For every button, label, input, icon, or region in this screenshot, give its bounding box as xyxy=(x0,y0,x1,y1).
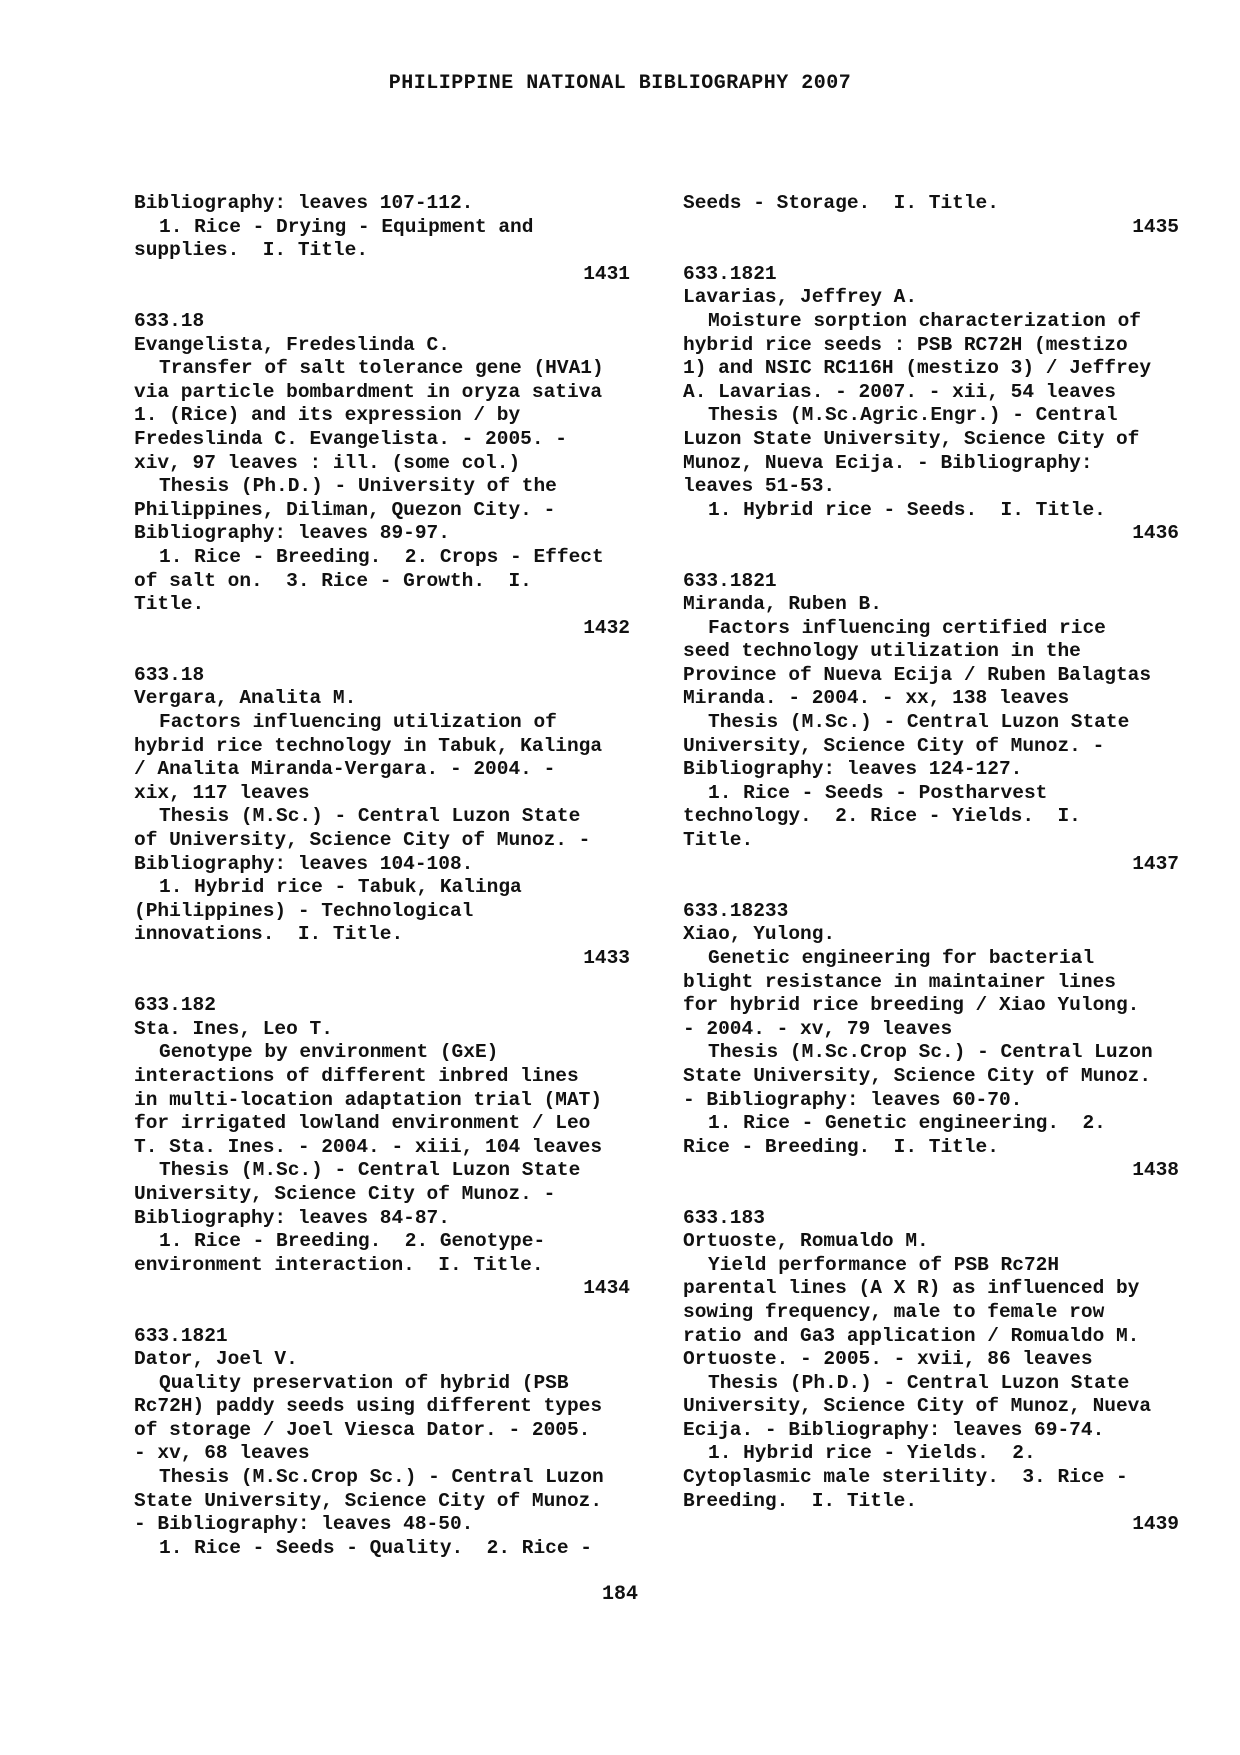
entry-line: 1. Hybrid rice - Seeds. I. Title. xyxy=(708,498,1106,521)
entry-line: University, Science City of Munoz. - xyxy=(134,1182,556,1205)
entry-line: Thesis (Ph.D.) - University of the xyxy=(159,475,557,498)
entry-line: State University, Science City of Munoz. xyxy=(134,1489,603,1512)
entry-line: Lavarias, Jeffrey A. xyxy=(683,286,918,309)
entry-line: 1. Rice - Seeds - Postharvest xyxy=(708,781,1048,804)
entry-line: blight resistance in maintainer lines xyxy=(683,970,1116,993)
entry-line: 1. Rice - Drying - Equipment and xyxy=(159,215,534,238)
entry-line: Rice - Breeding. I. Title. xyxy=(683,1135,999,1158)
entry-line: - Bibliography: leaves 60-70. xyxy=(683,1088,1023,1111)
entry-line: sowing frequency, male to female row xyxy=(683,1300,1105,1323)
entry-line: (Philippines) - Technological xyxy=(134,899,474,922)
entry-line: Factors influencing certified rice xyxy=(708,616,1106,639)
entry-line: - 2004. - xv, 79 leaves xyxy=(683,1017,953,1040)
entry-gap xyxy=(134,640,630,664)
entry-line: Ortuoste, Romualdo M. xyxy=(683,1230,929,1253)
running-head: PHILIPPINE NATIONAL BIBLIOGRAPHY 2007 xyxy=(388,72,852,95)
entry-line: interactions of different inbred lines xyxy=(134,1064,579,1087)
entry-line: xiv, 97 leaves : ill. (some col.) xyxy=(134,451,521,474)
entry-line: Miranda. - 2004. - xx, 138 leaves xyxy=(683,687,1070,710)
entry-line: Yield performance of PSB Rc72H xyxy=(708,1253,1060,1276)
entry-line: Thesis (M.Sc.) - Central Luzon State xyxy=(708,711,1130,734)
entry-gap xyxy=(683,1183,1179,1207)
entry-line: 1. Rice - Seeds - Quality. 2. Rice - xyxy=(159,1536,592,1559)
entry-line: 633.183 xyxy=(683,1206,765,1229)
entry-gap xyxy=(134,286,630,310)
entry-line: Dator, Joel V. xyxy=(134,1348,298,1371)
entry-line: 1. Rice - Breeding. 2. Genotype- xyxy=(159,1230,546,1253)
entry-line: Munoz, Nueva Ecija. - Bibliography: xyxy=(683,451,1093,474)
entry-line: Bibliography: leaves 89-97. xyxy=(134,522,450,545)
page-number: 184 xyxy=(601,1583,638,1606)
entry-number: 1431 xyxy=(583,262,630,285)
entry-number: 1436 xyxy=(1132,522,1179,545)
entry-line: 633.18233 xyxy=(683,899,789,922)
entry-line: / Analita Miranda-Vergara. - 2004. - xyxy=(134,758,556,781)
entry-line: Fredeslinda C. Evangelista. - 2005. - xyxy=(134,427,567,450)
entry-line: Genotype by environment (GxE) xyxy=(159,1041,499,1064)
entry-line: via particle bombardment in oryza sativa xyxy=(134,380,603,403)
entry-line: 1. (Rice) and its expression / by xyxy=(134,404,521,427)
entry-line: Rc72H) paddy seeds using different types xyxy=(134,1395,603,1418)
entry-number: 1432 xyxy=(583,616,630,639)
entry-number: 1439 xyxy=(1132,1513,1179,1536)
entry-line: parental lines (A X R) as influenced by xyxy=(683,1277,1140,1300)
entry-line: 1. Rice - Breeding. 2. Crops - Effect xyxy=(159,545,604,568)
entry-line: Title. xyxy=(683,829,754,852)
entry-line: T. Sta. Ines. - 2004. - xiii, 104 leaves xyxy=(134,1135,603,1158)
entry-line: Thesis (Ph.D.) - Central Luzon State xyxy=(708,1371,1130,1394)
entry-line: Vergara, Analita M. xyxy=(134,687,357,710)
entry-line: 633.1821 xyxy=(683,569,777,592)
entry-line: Bibliography: leaves 84-87. xyxy=(134,1206,450,1229)
entry-line: leaves 51-53. xyxy=(683,475,836,498)
entry-line: supplies. I. Title. xyxy=(134,239,369,262)
entry-line: Thesis (M.Sc.) - Central Luzon State xyxy=(159,1159,581,1182)
entry-line: 633.1821 xyxy=(134,1324,228,1347)
entry-number: 1438 xyxy=(1132,1159,1179,1182)
entry-line: - xv, 68 leaves xyxy=(134,1442,310,1465)
entry-line: Quality preservation of hybrid (PSB xyxy=(159,1371,569,1394)
entry-line: Bibliography: leaves 107-112. xyxy=(134,192,474,214)
entry-line: Thesis (M.Sc.) - Central Luzon State xyxy=(159,805,581,828)
entry-line: Title. xyxy=(134,593,205,616)
entry-line: Philippines, Diliman, Quezon City. - xyxy=(134,498,556,521)
entry-line: 633.1821 xyxy=(683,262,777,285)
entry-line: Bibliography: leaves 104-108. xyxy=(134,852,474,875)
entry-line: A. Lavarias. - 2007. - xii, 54 leaves xyxy=(683,380,1116,403)
entry-line: environment interaction. I. Title. xyxy=(134,1253,544,1276)
entry-line: Moisture sorption characterization of xyxy=(708,309,1141,332)
entry-line: ratio and Ga3 application / Romualdo M. xyxy=(683,1324,1140,1347)
entry-line: for irrigated lowland environment / Leo xyxy=(134,1112,591,1135)
entry-line: Miranda, Ruben B. xyxy=(683,593,882,616)
entry-line: seed technology utilization in the xyxy=(683,640,1081,663)
entry-line: Thesis (M.Sc.Agric.Engr.) - Central xyxy=(708,404,1118,427)
entry-line: for hybrid rice breeding / Xiao Yulong. xyxy=(683,994,1140,1017)
entry-number: 1435 xyxy=(1132,215,1179,238)
entry-line: University, Science City of Munoz. - xyxy=(683,734,1105,757)
entry-gap xyxy=(683,876,1179,900)
entry-gap xyxy=(134,971,630,995)
entry-number: 1433 xyxy=(583,947,630,969)
entry-line: Sta. Ines, Leo T. xyxy=(134,1017,333,1040)
entry-gap xyxy=(683,239,1179,263)
entry-line: in multi-location adaptation trial (MAT) xyxy=(134,1088,603,1111)
entry-line: Luzon State University, Science City of xyxy=(683,427,1140,450)
right-column xyxy=(683,192,1179,1537)
entry-line: Bibliography: leaves 124-127. xyxy=(683,758,1023,781)
entry-line: University, Science City of Munoz, Nueva xyxy=(683,1395,1152,1418)
entry-line: Xiao, Yulong. xyxy=(683,923,836,946)
entry-line: Thesis (M.Sc.Crop Sc.) - Central Luzon xyxy=(159,1466,604,1489)
entry-line: - Bibliography: leaves 48-50. xyxy=(134,1513,474,1536)
entry-number: 1437 xyxy=(1132,852,1179,875)
entry-line: Genetic engineering for bacterial xyxy=(708,947,1095,969)
entry-line: technology. 2. Rice - Yields. I. xyxy=(683,805,1081,828)
entry-gap xyxy=(683,546,1179,570)
entry-line: Province of Nueva Ecija / Ruben Balagtas xyxy=(683,663,1152,686)
entry-line: of University, Science City of Munoz. - xyxy=(134,829,591,852)
entry-line: Ortuoste. - 2005. - xvii, 86 leaves xyxy=(683,1348,1093,1371)
entry-line: 1. Hybrid rice - Yields. 2. xyxy=(708,1442,1036,1465)
left-column xyxy=(134,192,630,1560)
entry-line: xix, 117 leaves xyxy=(134,781,310,804)
entry-line: of storage / Joel Viesca Dator. - 2005. xyxy=(134,1418,591,1441)
entry-line: 633.18 xyxy=(134,309,205,332)
entry-line: State University, Science City of Munoz. xyxy=(683,1064,1152,1087)
entry-number: 1434 xyxy=(583,1277,630,1300)
entry-line: hybrid rice technology in Tabuk, Kalinga xyxy=(134,734,603,757)
entry-line: Thesis (M.Sc.Crop Sc.) - Central Luzon xyxy=(708,1041,1153,1064)
entry-line: Ecija. - Bibliography: leaves 69-74. xyxy=(683,1418,1105,1441)
entry-line: Cytoplasmic male sterility. 3. Rice - xyxy=(683,1466,1128,1489)
entry-line: Breeding. I. Title. xyxy=(683,1489,918,1512)
entry-line: Transfer of salt tolerance gene (HVA1) xyxy=(159,357,604,380)
entry-line: 633.18 xyxy=(134,663,205,686)
entry-line: Seeds - Storage. I. Title. xyxy=(683,192,999,214)
entry-line: 1) and NSIC RC116H (mestizo 3) / Jeffrey xyxy=(683,357,1152,380)
entry-line: hybrid rice seeds : PSB RC72H (mestizo xyxy=(683,333,1128,356)
entry-line: Factors influencing utilization of xyxy=(159,711,557,734)
entry-line: 1. Hybrid rice - Tabuk, Kalinga xyxy=(159,876,522,899)
entry-line: Evangelista, Fredeslinda C. xyxy=(134,333,450,356)
entry-line: of salt on. 3. Rice - Growth. I. xyxy=(134,569,532,592)
entry-line: 1. Rice - Genetic engineering. 2. xyxy=(708,1112,1106,1135)
entry-line: innovations. I. Title. xyxy=(134,923,404,946)
entry-line: 633.182 xyxy=(134,994,216,1017)
entry-gap xyxy=(134,1301,630,1325)
